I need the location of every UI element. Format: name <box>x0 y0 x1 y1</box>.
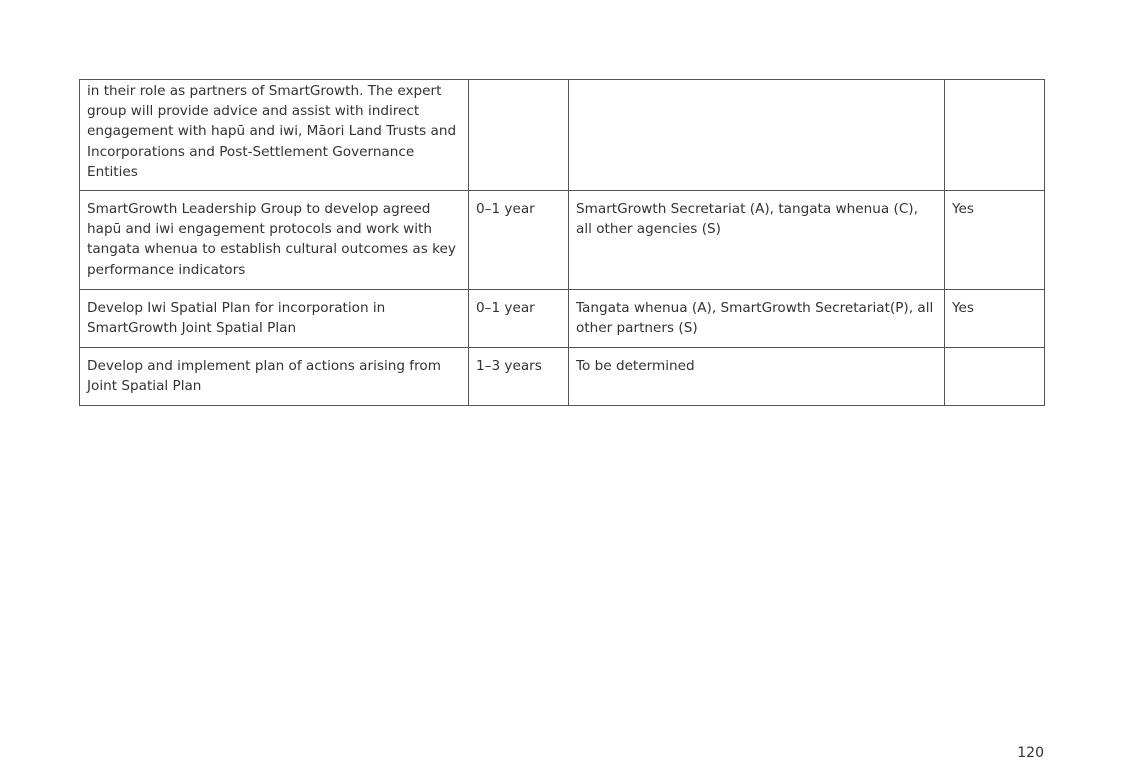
responsibility-cell: Tangata whenua (A), SmartGrowth Secretariat(P), all other partners (S) <box>569 290 945 348</box>
timeframe-cell: 0–1 year <box>469 290 569 348</box>
table-row <box>80 80 1045 191</box>
table-row <box>80 348 1045 406</box>
responsibility-cell <box>569 80 945 191</box>
funded-cell <box>945 80 1045 191</box>
timeframe-cell: 1–3 years <box>469 348 569 406</box>
page-number: 120 <box>1017 745 1044 761</box>
action-cell: Develop and implement plan of actions arising from Joint Spatial Plan <box>80 348 469 406</box>
responsibility-cell: To be determined <box>569 348 945 406</box>
timeframe-cell <box>469 80 569 191</box>
funded-cell <box>945 348 1045 406</box>
action-cell: in their role as partners of SmartGrowth. The expert group will provide advice and assist with indirect engagement with hapū and iwi, Māori Land Trusts and Incorporations and Post-Settlement Governance Entities <box>80 80 469 191</box>
table-row <box>80 290 1045 348</box>
action-cell: SmartGrowth Leadership Group to develop agreed hapū and iwi engagement protocols and work with tangata whenua to establish cultural outcomes as key performance indicators <box>80 191 469 290</box>
table-row <box>80 191 1045 290</box>
action-cell: Develop Iwi Spatial Plan for incorporation in SmartGrowth Joint Spatial Plan <box>80 290 469 348</box>
funded-cell: Yes <box>945 191 1045 290</box>
timeframe-cell: 0–1 year <box>469 191 569 290</box>
responsibility-cell: SmartGrowth Secretariat (A), tangata whenua (C), all other agencies (S) <box>569 191 945 290</box>
actions-table <box>79 79 1045 406</box>
funded-cell: Yes <box>945 290 1045 348</box>
